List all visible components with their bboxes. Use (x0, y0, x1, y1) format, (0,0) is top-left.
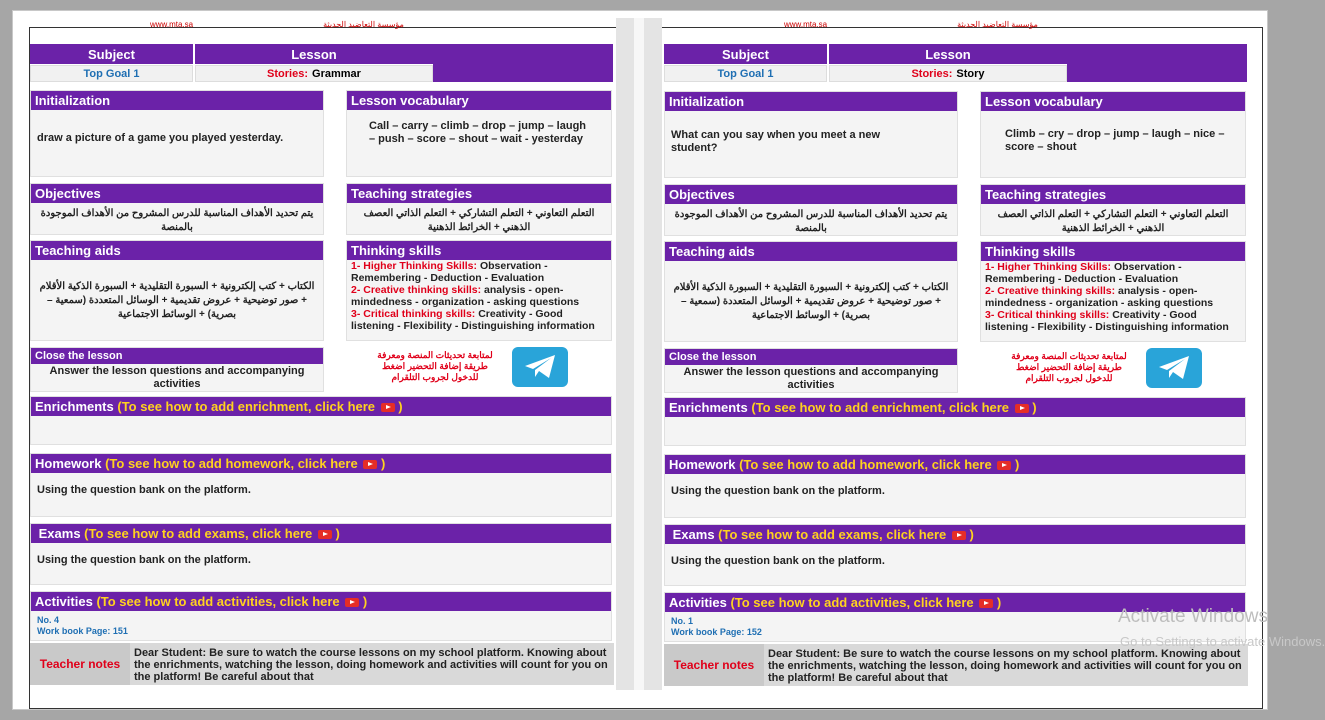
higher-thinking-items: Observation - Remembering - Deduction - Evaluation (985, 261, 1182, 285)
close-lesson-text: Answer the lesson questions and accompanying activities (49, 365, 305, 390)
exams-link-close: ) (969, 527, 974, 542)
higher-thinking-label: 1- Higher Thinking Skills: (351, 260, 478, 272)
homework-link-close: ) (1014, 457, 1020, 472)
exams-header (665, 525, 1245, 544)
exams-link[interactable]: (To see how to add exams, click here (84, 526, 313, 541)
youtube-icon[interactable] (952, 531, 966, 540)
youtube-icon[interactable] (318, 530, 332, 539)
objectives-title: Objectives (665, 185, 957, 204)
goal-value: Top Goal 1 (30, 65, 193, 82)
telegram-button[interactable] (512, 347, 568, 387)
initialization-box (664, 91, 958, 178)
teaching-aids-title: Teaching aids (665, 242, 957, 261)
activate-windows-hint: Go to Settings to activate Windows. (1120, 634, 1325, 649)
site-url[interactable]: www.mta.sa (784, 20, 828, 29)
lesson-type: Stories: (267, 67, 309, 80)
homework-text: Using the question bank on the platform. (37, 484, 251, 496)
teacher-notes-text: Dear Student: Be sure to watch the course lessons on my school platform. Knowing about the enrichments, watching the lesson, doing homework and activities will count for you on the platform! Be careful about that (134, 647, 608, 683)
strategies-box (980, 184, 1246, 236)
vocabulary-text: Call – carry – climb – drop – jump – laugh – push – score – shout – wait - yesterday (369, 120, 587, 145)
creative-thinking-items: analysis - open-mindedness - organization - asking questions (351, 284, 580, 308)
homework-title: Homework (35, 456, 102, 471)
higher-thinking-items: Observation - Remembering - Deduction - Evaluation (351, 260, 548, 284)
objectives-box (30, 183, 324, 235)
creative-thinking-label: 2- Creative thinking skills: (985, 285, 1116, 297)
exams-box (664, 524, 1246, 586)
activities-title: Activities (35, 594, 93, 609)
lesson-value (829, 65, 1067, 82)
telegram-promo-text[interactable]: لمتابعة تحديثات المنصة ومعرفة طريقة إضافة التحضير اضغط للدخول لجروب التلقرام (1011, 351, 1127, 383)
close-lesson-text: Answer the lesson questions and accompanying activities (683, 366, 939, 391)
activities-link-close: ) (996, 595, 1002, 610)
strategies-text: التعلم التعاوني + التعلم التشاركي + التعلم الذاتي العصف الذهني + الخرائط الذهنية (997, 209, 1229, 234)
thinking-skills-text (981, 261, 1245, 333)
enrichments-box (664, 397, 1246, 446)
telegram-promo-text[interactable]: لمتابعة تحديثات المنصة ومعرفة طريقة إضافة التحضير اضغط للدخول لجروب التلقرام (377, 350, 493, 382)
teaching-aids-title: Teaching aids (31, 241, 323, 260)
thinking-skills-title: Thinking skills (347, 241, 611, 260)
lesson-name: Grammar (312, 67, 361, 80)
activate-windows-watermark: Activate Windows (1118, 606, 1268, 627)
exams-link[interactable]: (To see how to add exams, click here (718, 527, 947, 542)
vocabulary-title: Lesson vocabulary (981, 92, 1245, 111)
exams-text: Using the question bank on the platform. (671, 555, 885, 567)
activities-title: Activities (669, 595, 727, 610)
brand-name: مؤسسة التعاضيد الحديثة (323, 20, 404, 29)
initialization-title: Initialization (665, 92, 957, 111)
vocabulary-title: Lesson vocabulary (347, 91, 611, 110)
thinking-skills-text (347, 260, 611, 332)
lesson-value (195, 65, 433, 82)
youtube-icon[interactable] (997, 461, 1011, 470)
teacher-notes (664, 644, 1248, 686)
youtube-icon[interactable] (381, 403, 395, 412)
homework-box (664, 454, 1246, 518)
thinking-skills-box (346, 240, 612, 341)
exams-link-close: ) (335, 526, 340, 541)
telegram-button[interactable] (1146, 348, 1202, 388)
teaching-aids-box (30, 240, 324, 341)
strategies-box (346, 183, 612, 235)
exams-title: Exams (38, 526, 81, 541)
enrichments-link-close: ) (398, 399, 403, 414)
workbook-page: Work book Page: 152 (671, 627, 762, 637)
activities-header (31, 592, 611, 611)
teacher-notes (30, 643, 614, 685)
activities-link-close: ) (362, 594, 368, 609)
higher-thinking-label: 1- Higher Thinking Skills: (985, 261, 1112, 273)
vocabulary-box (346, 90, 612, 177)
activities-info (31, 611, 611, 641)
homework-text: Using the question bank on the platform. (671, 485, 885, 497)
initialization-text: What can you say when you meet a new student? (671, 129, 881, 154)
workbook-page: Work book Page: 151 (37, 626, 128, 636)
exams-text: Using the question bank on the platform. (37, 554, 251, 566)
enrichments-title: Enrichments (669, 400, 748, 415)
homework-link-close: ) (380, 456, 386, 471)
enrichments-title: Enrichments (35, 399, 114, 414)
objectives-text: يتم تحديد الأهداف المناسبة للدرس المشروح من الأهداف الموجودة بالمنصة (40, 208, 314, 233)
youtube-icon[interactable] (345, 598, 359, 607)
thinking-skills-box (980, 241, 1246, 342)
close-lesson-title: Close the lesson (665, 349, 957, 365)
exams-box (30, 523, 612, 585)
critical-thinking-items: Creativity - Good listening - Flexibility - Distinguishing information (351, 308, 595, 332)
enrichments-link[interactable]: (To see how to add enrichment, click here (751, 400, 1010, 415)
goal-value: Top Goal 1 (664, 65, 827, 82)
activities-link[interactable]: (To see how to add activities, click here (730, 595, 974, 610)
exams-header (31, 524, 611, 543)
enrichments-link[interactable]: (To see how to add enrichment, click here (117, 399, 376, 414)
lesson-label: Lesson (195, 44, 433, 64)
subject-label: Subject (30, 44, 193, 64)
homework-box (30, 453, 612, 517)
subject-label: Subject (664, 44, 827, 64)
teaching-aids-text: الكتاب + كتب إلكترونية + السبورة التقليدية + السبورة الذكية الأقلام + صور توضيحية + عروض تقديمية + الوسائل المتعددة (سمعية – بصرية) + الوسائط الاجتماعية (39, 281, 315, 320)
header-blank-cell (433, 44, 613, 82)
close-lesson-title: Close the lesson (31, 348, 323, 364)
homework-title: Homework (669, 457, 736, 472)
page-gutter (616, 18, 662, 690)
objectives-text: يتم تحديد الأهداف المناسبة للدرس المشروح من الأهداف الموجودة بالمنصة (674, 209, 948, 234)
lesson-plan-page-1 (30, 20, 614, 688)
activity-number: No. 4 (37, 615, 60, 625)
strategies-title: Teaching strategies (347, 184, 611, 203)
lesson-type: Stories: (911, 67, 953, 80)
homework-header (665, 455, 1245, 474)
teaching-aids-box (664, 241, 958, 342)
creative-thinking-label: 2- Creative thinking skills: (351, 284, 482, 296)
teaching-aids-text: الكتاب + كتب إلكترونية + السبورة التقليدية + السبورة الذكية الأقلام + صور توضيحية + عروض تقديمية + الوسائل المتعددة (سمعية – بصرية) + الوسائط الاجتماعية (673, 282, 949, 321)
brand-name: مؤسسة التعاضيد الحديثة (957, 20, 1038, 29)
youtube-icon[interactable] (363, 460, 377, 469)
lesson-label: Lesson (829, 44, 1067, 64)
homework-link[interactable]: (To see how to add homework, click here (105, 456, 358, 471)
telegram-icon (1157, 355, 1191, 381)
teacher-notes-label: Teacher notes (30, 643, 130, 685)
homework-header (31, 454, 611, 473)
header-blank-cell (1067, 44, 1247, 82)
strategies-text: التعلم التعاوني + التعلم التشاركي + التعلم الذاتي العصف الذهني + الخرائط الذهنية (363, 208, 595, 233)
enrichments-header (665, 398, 1245, 417)
page-header-line (150, 20, 404, 40)
objectives-box (664, 184, 958, 236)
initialization-box (30, 90, 324, 177)
creative-thinking-items: analysis - open-mindedness - organization - asking questions (985, 285, 1214, 309)
strategies-title: Teaching strategies (981, 185, 1245, 204)
vocabulary-text: Climb – cry – drop – jump – laugh – nice – score – shout (1005, 128, 1225, 153)
close-lesson-box (664, 348, 958, 393)
teacher-notes-text: Dear Student: Be sure to watch the course lessons on my school platform. Knowing about the enrichments, watching the lesson, doing homework and activities will count for you on the platform! Be careful about that (768, 648, 1242, 684)
lesson-plan-page-2 (664, 20, 1248, 688)
youtube-icon[interactable] (979, 599, 993, 608)
critical-thinking-label: 3- Critical thinking skills: (351, 308, 476, 320)
initialization-text: draw a picture of a game you played yesterday. (37, 132, 284, 144)
enrichments-header (31, 397, 611, 416)
exams-title: Exams (672, 527, 715, 542)
enrichments-link-close: ) (1032, 400, 1037, 415)
youtube-icon[interactable] (1015, 404, 1029, 413)
homework-link[interactable]: (To see how to add homework, click here (739, 457, 992, 472)
site-url[interactable]: www.mta.sa (150, 20, 194, 29)
page-header-line (784, 20, 1038, 40)
telegram-icon (523, 354, 557, 380)
thinking-skills-title: Thinking skills (981, 242, 1245, 261)
enrichments-box (30, 396, 612, 445)
activities-box (30, 591, 612, 641)
initialization-title: Initialization (31, 91, 323, 110)
activities-link[interactable]: (To see how to add activities, click here (96, 594, 340, 609)
lesson-name: Story (956, 67, 985, 80)
close-lesson-box (30, 347, 324, 392)
critical-thinking-items: Creativity - Good listening - Flexibility - Distinguishing information (985, 309, 1229, 333)
objectives-title: Objectives (31, 184, 323, 203)
lesson-header (664, 44, 1248, 84)
critical-thinking-label: 3- Critical thinking skills: (985, 309, 1110, 321)
lesson-header (30, 44, 614, 84)
activity-number: No. 1 (671, 616, 694, 626)
vocabulary-box (980, 91, 1246, 178)
teacher-notes-label: Teacher notes (664, 644, 764, 686)
